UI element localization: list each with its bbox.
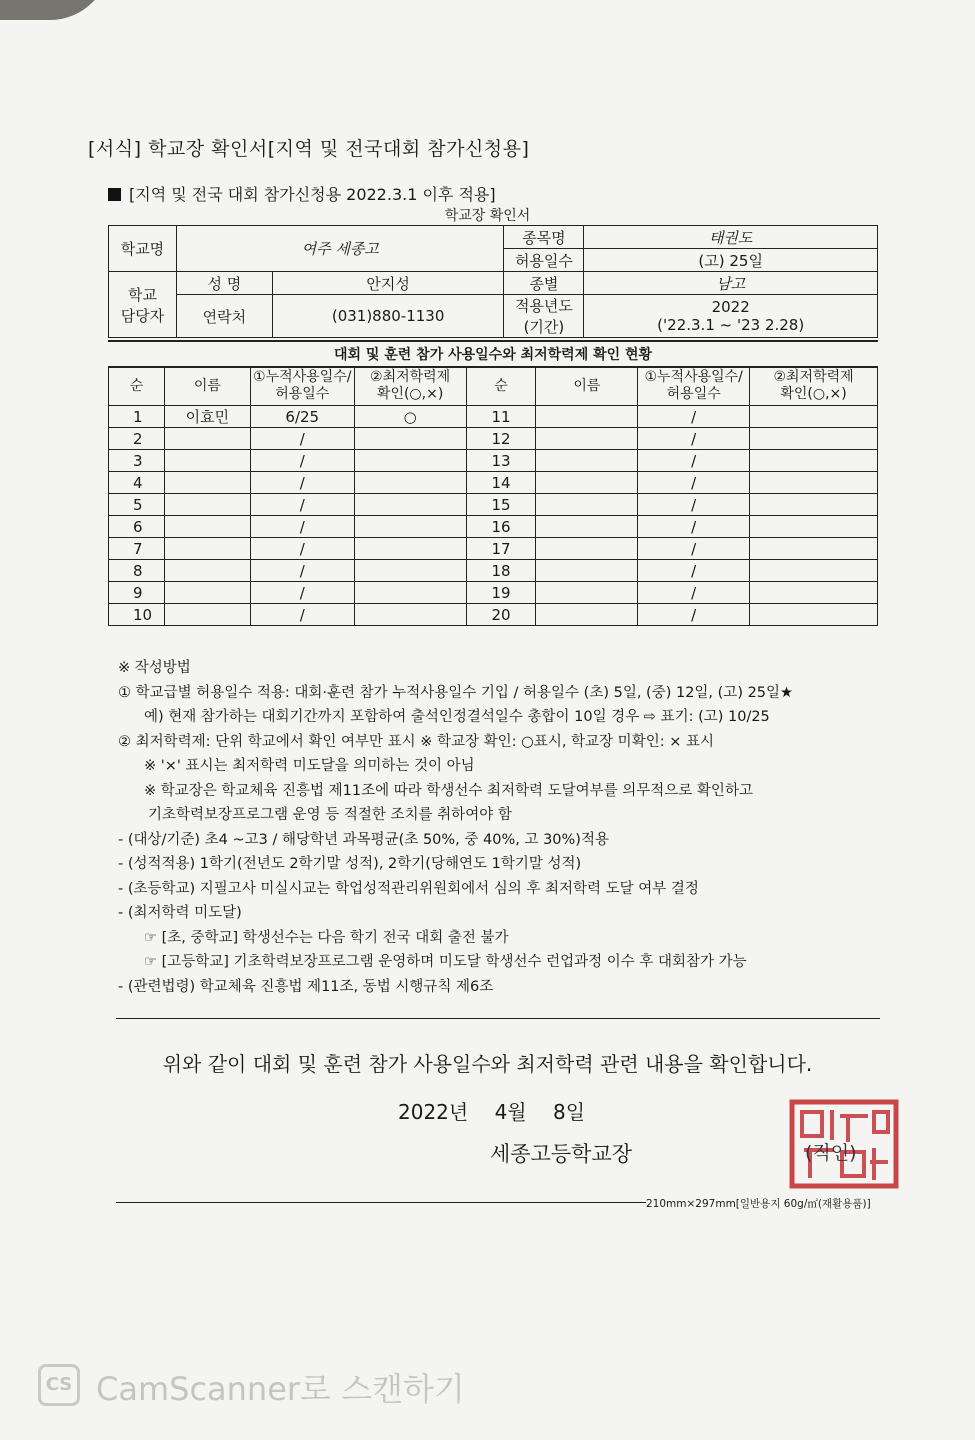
- header-days-line2: 허용일수: [275, 386, 330, 402]
- row-no: 12: [466, 428, 536, 450]
- row-days: /: [638, 450, 750, 472]
- row-name: [164, 560, 250, 582]
- header-days-line1: ①누적사용일수/: [644, 369, 743, 385]
- row-days: /: [638, 516, 750, 538]
- header-min-line1: ②최저학력제: [370, 369, 451, 385]
- header-name: 이름: [536, 367, 638, 406]
- header-min: [354, 367, 466, 406]
- row-name: [536, 538, 638, 560]
- divider: [116, 1018, 880, 1019]
- status-table: [108, 366, 878, 626]
- table-row: [109, 516, 878, 538]
- confirmation-statement: 위와 같이 대회 및 훈련 참가 사용일수와 최저학력 관련 내용을 확인합니다.: [162, 1052, 813, 1076]
- row-min: [354, 450, 466, 472]
- info-table: [108, 225, 878, 338]
- table-caption: 학교장 확인서: [444, 208, 531, 224]
- period-value: ('22.3.1 ~ '23 2.28): [657, 316, 805, 334]
- row-no: 6: [109, 516, 165, 538]
- year-label-line1: 적용년도: [514, 297, 573, 315]
- row-no: 19: [466, 582, 536, 604]
- guide-line: ☞ [초, 중학교] 학생선수는 다음 학기 전국 대회 출전 불가: [144, 929, 509, 946]
- guide-line: ※ 작성방법: [118, 660, 191, 676]
- status-caption: 대회 및 훈련 참가 사용일수와 최저학력제 확인 현황: [108, 340, 878, 368]
- allowed-days-label: 허용일수: [504, 249, 584, 272]
- row-min: [750, 428, 878, 450]
- row-name: [536, 428, 638, 450]
- row-no: 4: [109, 472, 165, 494]
- event-label: 종목명: [504, 226, 584, 249]
- camscanner-logo-icon: CS: [38, 1364, 80, 1406]
- phone-value: (031)880-1130: [272, 295, 504, 338]
- row-days: /: [638, 494, 750, 516]
- row-name: [164, 494, 250, 516]
- row-min: [750, 538, 878, 560]
- guide-line: 기초학력보장프로그램 운영 등 적절한 조치를 취하여야 함: [148, 807, 512, 823]
- header-days: [250, 367, 354, 406]
- row-name: [164, 538, 250, 560]
- row-days: /: [250, 450, 354, 472]
- row-name: [164, 472, 250, 494]
- name-value: 안지성: [272, 272, 504, 295]
- row-days: /: [638, 406, 750, 428]
- row-no: 18: [466, 560, 536, 582]
- table-row: [109, 604, 878, 626]
- row-no: 17: [466, 538, 536, 560]
- principal-signature: 세종고등학교장: [490, 1142, 633, 1166]
- row-min: [750, 450, 878, 472]
- row-days: /: [250, 472, 354, 494]
- row-name: [536, 406, 638, 428]
- contact-label: [109, 272, 177, 338]
- header-min-line1: ②최저학력제: [773, 369, 854, 385]
- year-label-line2: (기간): [523, 318, 565, 336]
- guide-line: - (대상/기준) 초4 ~고3 / 해당학년 과목평균(초 50%, 중 40%, 고 30%)적용: [118, 831, 609, 848]
- header-min-line2: 확인(○,×): [780, 386, 847, 402]
- row-name: [164, 450, 250, 472]
- row-no: 7: [109, 538, 165, 560]
- row-min: [750, 472, 878, 494]
- header-no: 순: [466, 367, 536, 406]
- row-min: [750, 494, 878, 516]
- allowed-days-value: (고) 25일: [584, 249, 878, 272]
- paper-spec: 210mm×297mm[일반용지 60g/㎡(재활용품)]: [646, 1198, 871, 1210]
- seal-label: (직인): [805, 1142, 857, 1164]
- row-name: [164, 604, 250, 626]
- guide-line: - (관련법령) 학교체육 진흥법 제11조, 동법 시행규칙 제6조: [118, 978, 494, 995]
- row-name: [536, 604, 638, 626]
- row-name: [164, 582, 250, 604]
- gender-value: 남고: [584, 272, 878, 295]
- table-row: [109, 450, 878, 472]
- row-days: /: [638, 472, 750, 494]
- row-min: [354, 516, 466, 538]
- row-min: [750, 406, 878, 428]
- table-row: [109, 406, 878, 428]
- writing-guide: [118, 656, 888, 999]
- row-name: [536, 472, 638, 494]
- row-name: [536, 450, 638, 472]
- table-row: [109, 538, 878, 560]
- school-label: 학교명: [109, 226, 177, 272]
- name-label: 성 명: [176, 272, 272, 295]
- row-min: [750, 516, 878, 538]
- row-no: 3: [109, 450, 165, 472]
- row-no: 10: [109, 604, 165, 626]
- header-days-line1: ①누적사용일수/: [253, 369, 352, 385]
- row-days: 6/25: [250, 406, 354, 428]
- form-title: [서식] 학교장 확인서[지역 및 전국대회 참가신청용]: [88, 138, 530, 160]
- contact-label-line1: 학교: [127, 285, 157, 304]
- row-no: 15: [466, 494, 536, 516]
- phone-label: 연락처: [176, 295, 272, 338]
- row-name: 이효민: [164, 406, 250, 428]
- table-row: [109, 560, 878, 582]
- row-no: 5: [109, 494, 165, 516]
- status-table-body: [109, 367, 878, 626]
- row-min: [354, 604, 466, 626]
- row-name: [536, 494, 638, 516]
- row-no: 8: [109, 560, 165, 582]
- table-row: [109, 494, 878, 516]
- subtitle-text: [지역 및 전국 대회 참가신청용 2022.3.1 이후 적용]: [129, 185, 496, 204]
- guide-line: ② 최저학력제: 단위 학교에서 확인 여부만 표시 ※ 학교장 확인: ○표시, 학교장 미확인: × 표시: [118, 733, 714, 750]
- header-min-line2: 확인(○,×): [376, 386, 444, 402]
- row-name: [164, 428, 250, 450]
- row-days: /: [638, 560, 750, 582]
- year-label: [504, 295, 584, 338]
- header-days-line2: 허용일수: [666, 386, 721, 402]
- event-value: 태권도: [584, 226, 878, 249]
- status-header-row: [109, 367, 878, 406]
- row-days: /: [250, 538, 354, 560]
- info-row: [109, 272, 878, 295]
- row-name: [536, 516, 638, 538]
- row-days: /: [638, 604, 750, 626]
- row-min: [354, 428, 466, 450]
- row-min: [354, 472, 466, 494]
- table-row: [109, 472, 878, 494]
- row-days: /: [250, 494, 354, 516]
- year-value: 2022: [711, 298, 750, 316]
- row-no: 13: [466, 450, 536, 472]
- header-no: 순: [109, 367, 165, 406]
- bottom-divider: [116, 1202, 646, 1203]
- row-no: 14: [466, 472, 536, 494]
- guide-line: ① 학교급별 허용일수 적용: 대회·훈련 참가 누적사용일수 기입 / 허용일수 (초) 5일, (중) 12일, (고) 25일★: [118, 684, 794, 701]
- guide-line: ※ '×' 표시는 최저학력 미도달을 의미하는 것이 아님: [144, 758, 475, 774]
- guide-line: - (성적적용) 1학기(전년도 2학기말 성적), 2학기(당해연도 1학기말 성적): [118, 856, 582, 872]
- row-no: 20: [466, 604, 536, 626]
- row-name: [536, 582, 638, 604]
- header-name: 이름: [164, 367, 250, 406]
- info-row: [109, 226, 878, 249]
- form-subtitle: [108, 182, 496, 205]
- row-min: [354, 538, 466, 560]
- row-no: 1: [109, 406, 165, 428]
- row-days: /: [250, 560, 354, 582]
- row-min: [354, 582, 466, 604]
- header-min: [750, 367, 878, 406]
- row-min: [750, 582, 878, 604]
- row-days: /: [250, 604, 354, 626]
- row-no: 9: [109, 582, 165, 604]
- guide-line: ☞ [고등학교] 기초학력보장프로그램 운영하며 미도달 학생선수 런업과정 이수 후 대회참가 가능: [144, 954, 747, 970]
- row-min: [354, 494, 466, 516]
- info-row: [109, 295, 878, 338]
- row-name: [164, 516, 250, 538]
- guide-line: - (초등학교) 지필고사 미실시교는 학업성적관리위원회에서 심의 후 최저학력 도달 여부 결정: [118, 880, 699, 897]
- row-min: [354, 560, 466, 582]
- year-cell: [584, 295, 878, 338]
- row-no: 2: [109, 428, 165, 450]
- header-days: [638, 367, 750, 406]
- contact-label-line2: 담당자: [120, 306, 165, 325]
- guide-line: ※ 학교장은 학교체육 진흥법 제11조에 따라 학생선수 최저학력 도달여부를 의무적으로 확인하고: [144, 782, 753, 799]
- row-name: [536, 560, 638, 582]
- row-min: [750, 560, 878, 582]
- table-row: [109, 428, 878, 450]
- guide-line: 예) 현재 참가하는 대회기간까지 포함하여 출석인정결석일수 총합이 10일 경우 ⇨ 표기: (고) 10/25: [144, 709, 770, 725]
- row-min: [750, 604, 878, 626]
- confirmation-date: 2022년 4월 8일: [398, 1100, 586, 1124]
- row-days: /: [638, 428, 750, 450]
- row-days: /: [638, 538, 750, 560]
- row-days: /: [250, 582, 354, 604]
- gender-label: 종별: [504, 272, 584, 295]
- row-no: 16: [466, 516, 536, 538]
- school-value: 여주 세종고: [176, 226, 504, 272]
- table-row: [109, 582, 878, 604]
- row-days: /: [250, 428, 354, 450]
- row-days: /: [638, 582, 750, 604]
- row-days: /: [250, 516, 354, 538]
- camscanner-watermark: CamScanner로 스캔하기: [96, 1370, 465, 1408]
- row-no: 11: [466, 406, 536, 428]
- guide-line: - (최저학력 미도달): [118, 905, 242, 921]
- square-bullet-icon: [108, 188, 121, 201]
- row-min: ○: [354, 406, 466, 428]
